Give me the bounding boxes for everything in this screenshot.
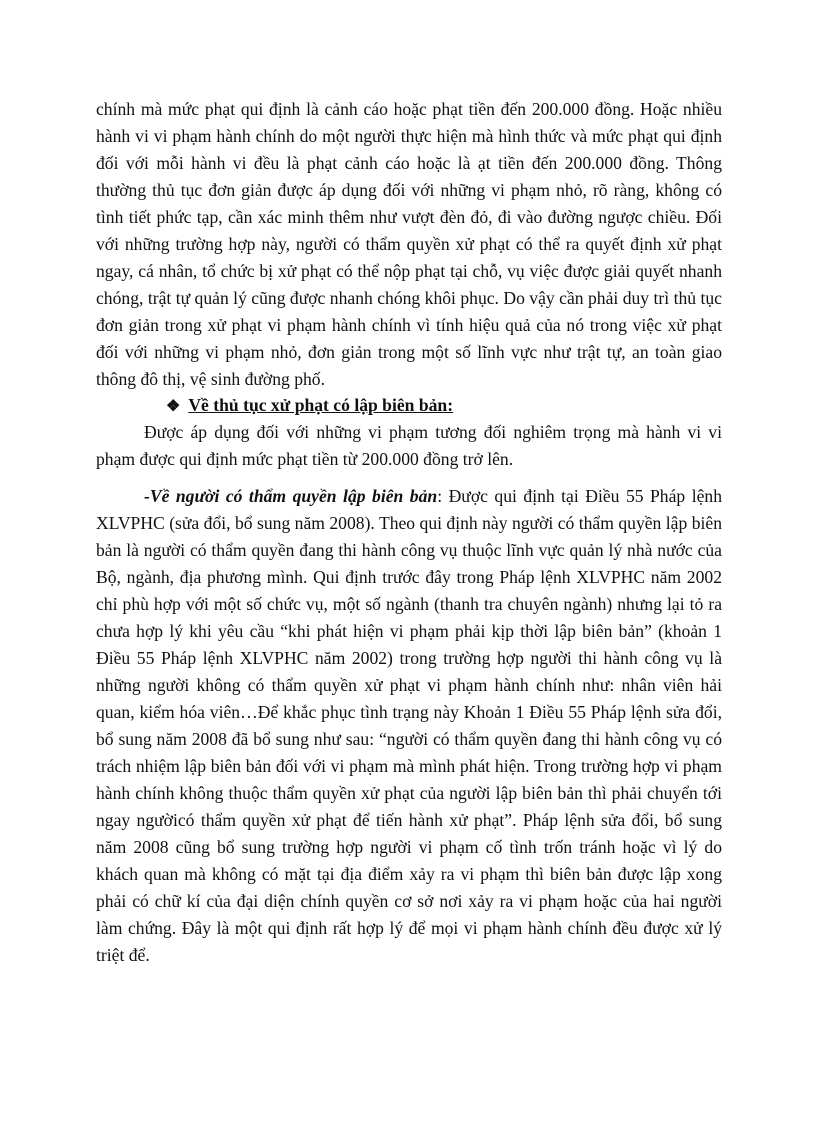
lead-in-heading: -Về người có thẩm quyền lập biên bản xyxy=(144,486,438,506)
lead-in-separator: : xyxy=(437,486,449,506)
section-heading xyxy=(96,393,722,419)
paragraph-spacer xyxy=(96,473,722,483)
diamond-bullet-icon: ❖ xyxy=(166,398,181,415)
paragraph-authority-text: Được qui định tại Điều 55 Pháp lệnh XLVPHC (sửa đổi, bổ sung năm 2008). Theo qui định này người có thẩm quyền lập biên bản là người có thẩm quyền đang thi hành công vụ thuộc lĩnh vực quản lý nhà nước của Bộ, ngành, địa phương mình. Qui định trước đây trong Pháp lệnh XLVPHC năm 2002 chỉ phù hợp với một số chức vụ, một số ngành (thanh tra chuyên ngành) nhưng lại tỏ ra chưa hợp lý khi yêu cầu “khi phát hiện vi phạm phải kịp thời lập biên bản” (khoản 1 Điều 55 Pháp lệnh XLVPHC năm 2002) trong trường hợp người thi hành công vụ là những người không có thẩm quyền xử phạt vi phạm hành chính như: nhân viên hải quan, kiểm hóa viên…Để khắc phục tình trạng này Khoản 1 Điều 55 Pháp lệnh sửa đổi, bổ sung năm 2008 đã bổ sung như sau: “người có thẩm quyền đang thi hành công vụ có trách nhiệm lập biên bản đối với vi phạm mà mình phát hiện. Trong trường hợp vi phạm hành chính không thuộc thẩm quyền xử phạt của người lập biên bản thì phải chuyển tới ngay ngườicó thẩm quyền xử phạt để tiến hành xử phạt”. Pháp lệnh sửa đổi, bổ sung năm 2008 cũng bổ sung trường hợp người vi phạm cố tình trốn tránh hoặc vì lý do khách quan mà không có mặt tại địa điểm xảy ra vi phạm thì biên bản được lập xong phải có chữ kí của đại diện chính quyền cơ sở nơi xảy ra vi phạm hoặc của hai người làm chứng. Đây là một qui định rất hợp lý để mọi vi phạm hành chính đều được xử lý triệt để. xyxy=(96,486,722,965)
paragraph-authority xyxy=(96,483,722,969)
section-heading-text: Về thủ tục xử phạt có lập biên bản: xyxy=(188,395,454,415)
document-page xyxy=(96,96,722,969)
paragraph-record-procedure: Được áp dụng đối với những vi phạm tương đối nghiêm trọng mà hành vi vi phạm được qui định mức phạt tiền từ 200.000 đồng trở lên. xyxy=(96,422,722,469)
paragraph-simple-procedure: chính mà mức phạt qui định là cảnh cáo hoặc phạt tiền đến 200.000 đồng. Hoặc nhiều hành vi vi phạm hành chính do một người thực hiện mà hình thức và mức phạt qui định đối với mỗi hành vi đều là phạt cảnh cáo hoặc là ạt tiền đến 200.000 đồng. Thông thường thủ tục đơn giản được áp dụng đối với những vi phạm nhỏ, rõ ràng, không có tình tiết phức tạp, cần xác minh thêm như vượt đèn đỏ, đi vào đường ngược chiều. Đối với những trường hợp này, người có thẩm quyền xử phạt có thể ra quyết định xử phạt ngay, cá nhân, tổ chức bị xử phạt có thể nộp phạt tại chỗ, vụ việc được giải quyết nhanh chóng, trật tự quản lý cũng được nhanh chóng khôi phục. Do vậy cần phải duy trì thủ tục đơn giản trong xử phạt vi phạm hành chính vì tính hiệu quả của nó trong việc xử phạt đối với những vi phạm nhỏ, đơn giản trong một số lĩnh vực như trật tự, an toàn giao thông đô thị, vệ sinh đường phố. xyxy=(96,99,722,389)
